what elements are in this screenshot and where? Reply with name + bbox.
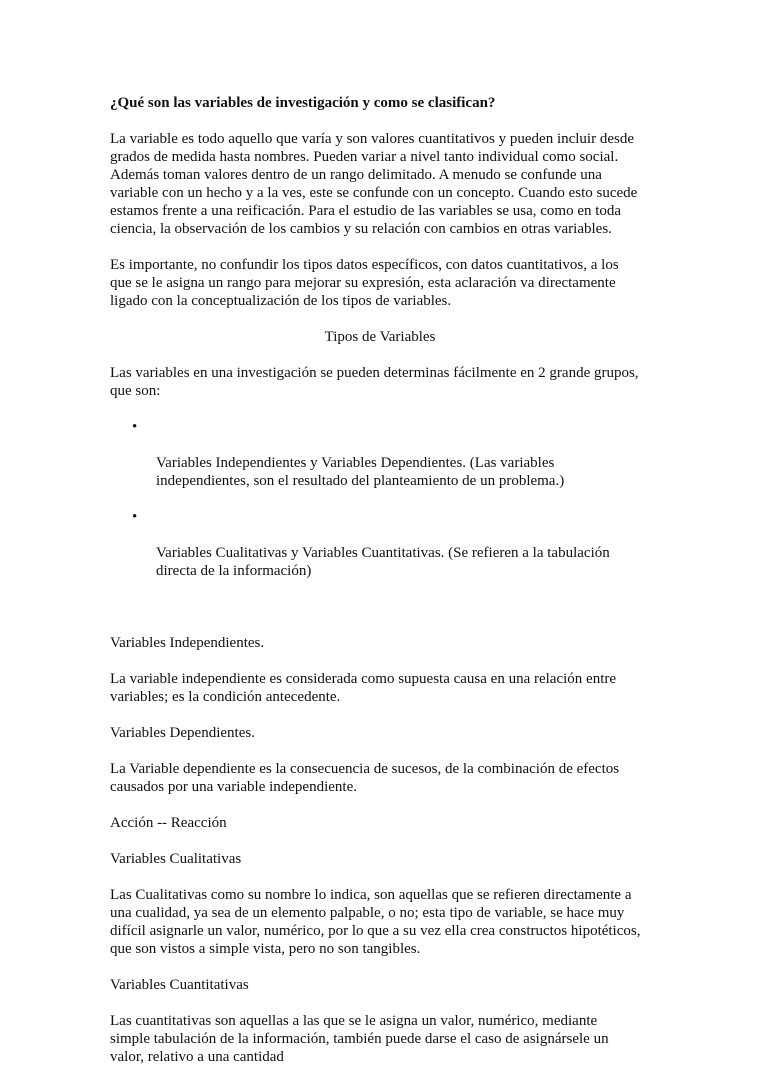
important-paragraph: Es importante, no confundir los tipos datos específicos, con datos cuantitativos, a los que se le asigna un rango para mejorar su expresión, esta aclaración va directamente ligado con la conceptualización de los tipos de variables.	[110, 257, 619, 309]
list-item	[110, 418, 650, 490]
quantitative-heading: Variables Cuantitativas	[110, 977, 249, 993]
list-item-text: Variables Cualitativas y Variables Cuantitativas. (Se refieren a la tabulación directa de la información)	[156, 545, 610, 579]
variable-groups-list	[110, 418, 650, 580]
intro-paragraph: La variable es todo aquello que varía y son valores cuantitativos y pueden incluir desde grados de medida hasta nombres. Pueden variar a nivel tanto individual como social. Además toman valores dentro de un rango delimitado. A menudo se confunde una variable con un hecho y a la ves, este se confunde con un concepto. Cuando esto sucede estamos frente a una reificación. Para el estudio de las variables se usa, como en toda ciencia, la observación de los cambios y su relación con cambios en otras variables.	[110, 131, 638, 237]
dependent-paragraph: La Variable dependiente es la consecuencia de sucesos, de la combinación de efectos causados por una variable independiente.	[110, 761, 620, 795]
list-item	[110, 508, 650, 580]
groups-paragraph: Las variables en una investigación se pueden determinas fácilmente en 2 grande grupos, que son:	[110, 365, 639, 399]
dependent-heading: Variables Dependientes.	[110, 725, 255, 741]
document-title: ¿Qué son las variables de investigación y como se clasifican?	[110, 95, 496, 111]
qualitative-heading: Variables Cualitativas	[110, 851, 242, 867]
list-item-text: Variables Independientes y Variables Dependientes. (Las variables independientes, son el resultado del planteamiento de un problema.)	[156, 455, 565, 489]
action-reaction-text: Acción -- Reacción	[110, 815, 227, 831]
bullet-icon: •	[132, 419, 138, 435]
types-heading: Tipos de Variables	[324, 329, 436, 345]
quantitative-paragraph: Las cuantitativas son aquellas a las que se le asigna un valor, numérico, mediante simple tabulación de la información, también puede darse el caso de asignársele un valor, relativo a una cantidad	[110, 1013, 609, 1065]
qualitative-paragraph: Las Cualitativas como su nombre lo indica, son aquellas que se refieren directamente a una cualidad, ya sea de un elemento palpable, o no; esta tipo de variable, se hace muy difícil asignarle un valor, numérico, por lo que a su vez ella crea constructos hipotéticos, que son vistos a simple vista, pero no son tangibles.	[110, 887, 641, 957]
document-page	[110, 86, 650, 1066]
independent-paragraph: La variable independiente es considerada como supuesta causa en una relación entre variables; es la condición antecedente.	[110, 671, 617, 705]
bullet-icon: •	[132, 509, 138, 525]
independent-heading: Variables Independientes.	[110, 635, 265, 651]
